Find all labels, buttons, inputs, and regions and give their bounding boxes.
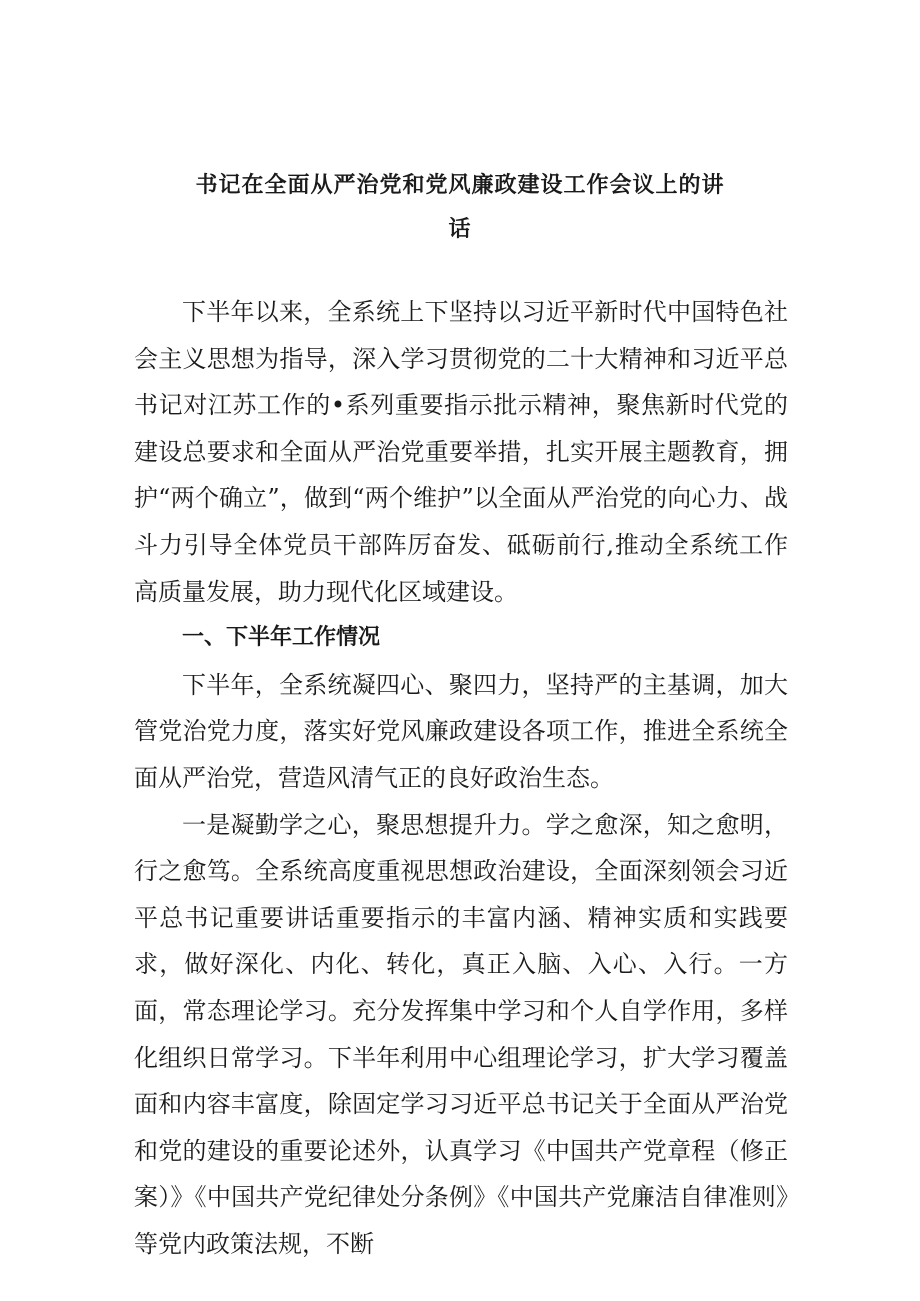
paragraph-overview: 下半年，全系统凝四心、聚四力，坚持严的主基调，加大管党治党力度，落实好党风廉政建设各项工作，推进全系统全面从严治党，营造风清气正的良好政治生态。	[134, 670, 788, 792]
paragraph-item-1: 一是凝勤学之心，聚思想提升力。学之愈深，知之愈明，行之愈笃。全系统高度重视思想政治建设，全面深刻领会习近平总书记重要讲话重要指示的丰富内涵、精神实质和实践要求，做好深化、内化、转化，真正入脑、入心、入行。一方面，常态理论学习。充分发挥集中学习和个人自学作用，多样化组织日常学习。下半年利用中心组理论学习，扩大学习覆盖面和内容丰富度，除固定学习习近平总书记关于全面从严治党和党的建设的重要论述外，认真学习《中国共产党章程（修正案）》《中国共产党纪律处分条例》《中国共产党廉洁自律准则》等党内政策法规，不断	[134, 810, 788, 1258]
title-line-1: 书记在全面从严治党和党风廉政建设工作会议上的讲	[195, 173, 725, 198]
document-body	[134, 289, 788, 1267]
title-line-2: 话	[448, 217, 472, 242]
document-title	[130, 164, 790, 252]
section-heading: 一、下半年工作情况	[182, 625, 381, 651]
paragraph-intro: 下半年以来，全系统上下坚持以习近平新时代中国特色社会主义思想为指导，深入学习贯彻党的二十大精神和习近平总书记对江苏工作的•系列重要指示批示精神，聚焦新时代党的建设总要求和全面从严治党重要举措，扎实开展主题教育，拥护“两个确立”，做到“两个维护”以全面从严治党的向心力、战斗力引导全体党员干部阵厉奋发、砥砺前行,推动全系统工作高质量发展，助力现代化区域建设。	[134, 298, 788, 606]
